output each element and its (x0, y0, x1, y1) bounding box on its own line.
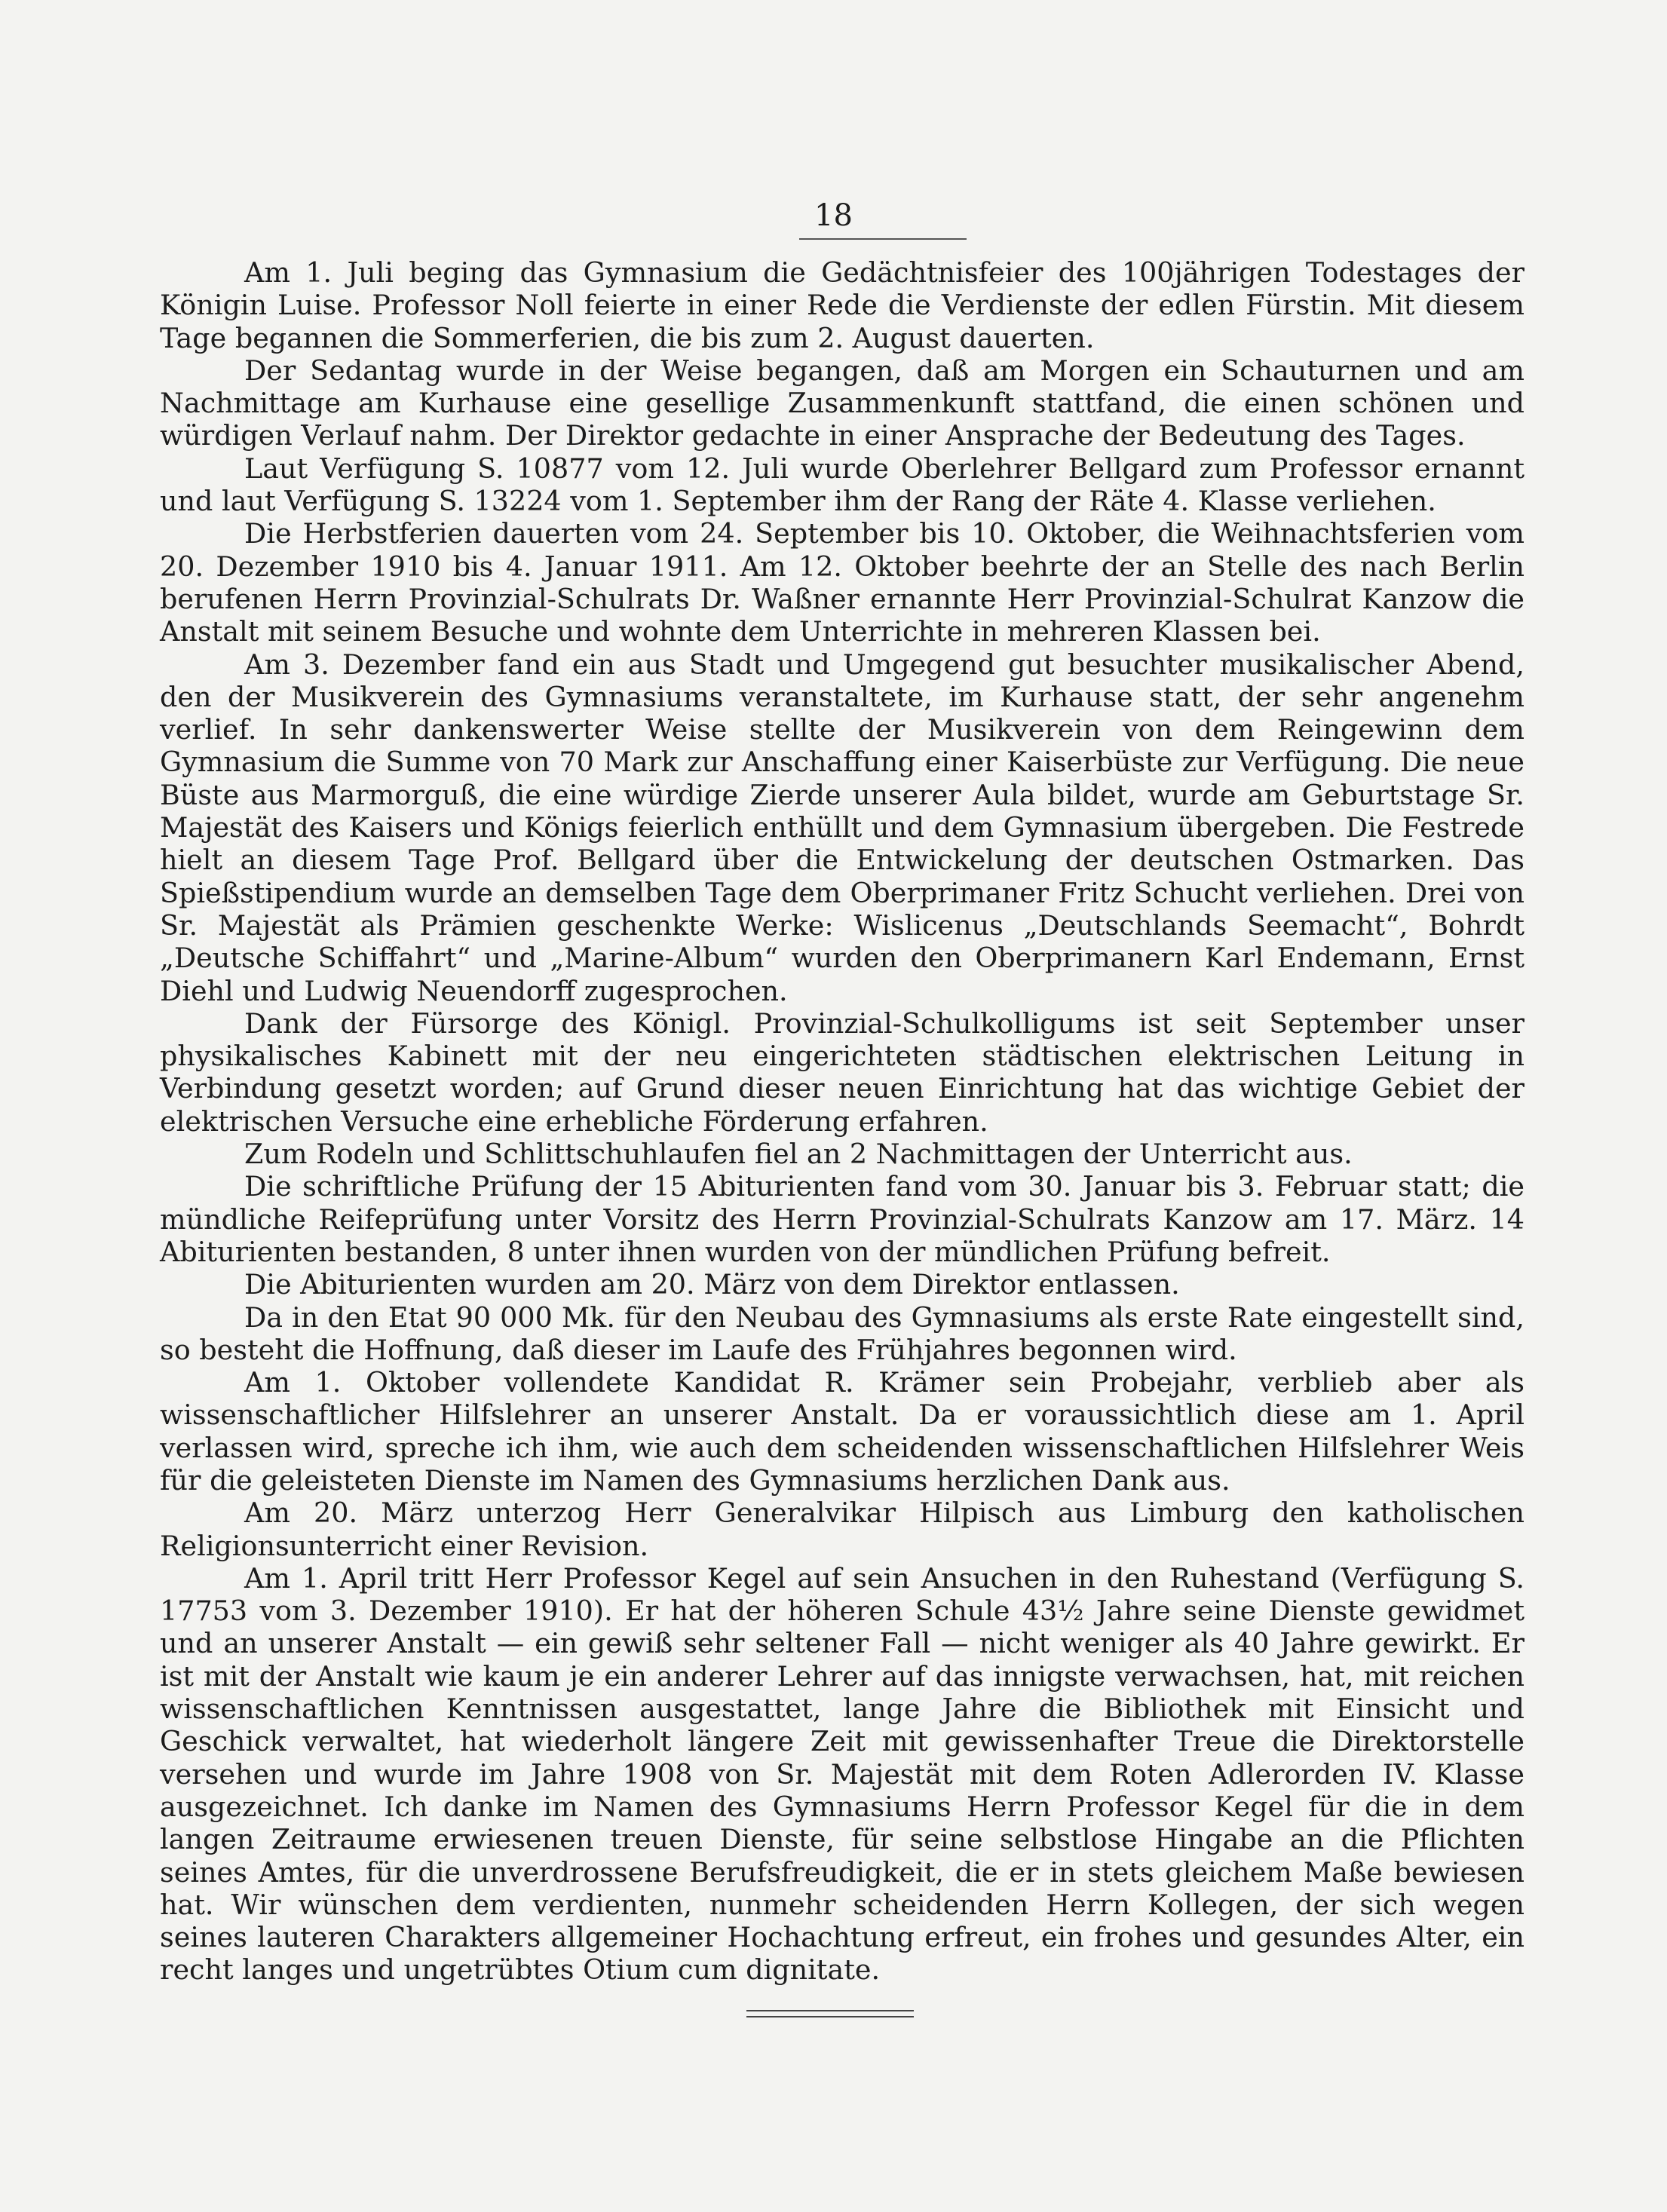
paragraph: Laut Verfügung S. 10877 vom 12. Juli wurde Oberlehrer Bellgard zum Professor ernannt und laut Verfügung S. 13224 vom 1. September ihm der Rang der Räte 4. Klasse verliehen. (160, 452, 1525, 518)
body-text (160, 256, 1525, 1987)
paragraph: Der Sedantag wurde in der Weise begangen, daß am Morgen ein Schauturnen und am Nachmittage am Kurhause eine gesellige Zusammenkunft stattfand, die einen schönen und würdigen Verlauf nahm. Der Direktor gedachte in einer Ansprache der Bedeutung des Tages. (160, 354, 1525, 452)
paragraph: Da in den Etat 90 000 Mk. für den Neubau des Gymnasiums als erste Rate eingestellt sind, so besteht die Hoffnung, daß dieser im Laufe des Frühjahres begonnen wird. (160, 1301, 1525, 1366)
paragraph: Am 1. Oktober vollendete Kandidat R. Krämer sein Probejahr, verblieb aber als wissenschaftlicher Hilfslehrer an unserer Anstalt. Da er voraussichtlich diese am 1. April verlassen wird, spreche ich ihm, wie auch dem scheidenden wissenschaftlichen Hilfslehrer Weis für die geleisteten Dienste im Namen des Gymnasiums herzlichen Dank aus. (160, 1366, 1525, 1497)
paragraph: Am 1. April tritt Herr Professor Kegel auf sein Ansuchen in den Ruhestand (Verfügung S. 17753 vom 3. Dezember 1910). Er hat der höheren Schule 43½ Jahre seine Dienste gewidmet und an unserer Anstalt — ein gewiß sehr seltener Fall — nicht weniger als 40 Jahre gewirkt. Er ist mit der Anstalt wie kaum je ein anderer Lehrer auf das innigste verwachsen, hat, mit reichen wissenschaftlichen Kenntnissen ausgestattet, lange Jahre die Bibliothek mit Einsicht und Geschick verwaltet, hat wiederholt längere Zeit mit gewissenhafter Treue die Direktorstelle versehen und wurde im Jahre 1908 von Sr. Majestät mit dem Roten Adlerorden IV. Klasse ausgezeichnet. Ich danke im Namen des Gymnasiums Herrn Professor Kegel für die in dem langen Zeitraume erwiesenen treuen Dienste, für seine selbstlose Hingabe an die Pflichten seines Amtes, für die unverdrossene Berufsfreudigkeit, die er in stets gleichem Maße bewiesen hat. Wir wünschen dem verdienten, nunmehr scheidenden Herrn Kollegen, der sich wegen seines lauteren Charakters allgemeiner Hochachtung erfreut, ein frohes und gesundes Alter, ein recht langes und ungetrübtes Otium cum dignitate. (160, 1561, 1525, 1987)
page-number: 18 (814, 198, 853, 233)
end-divider (746, 2010, 914, 2017)
paragraph: Die Abiturienten wurden am 20. März von dem Direktor entlassen. (244, 1268, 1180, 1301)
paragraph: Am 20. März unterzog Herr Generalvikar Hilpisch aus Limburg den katholischen Religionsunterricht einer Revision. (160, 1497, 1525, 1562)
paragraph: Zum Rodeln und Schlittschuhlaufen fiel an 2 Nachmittagen der Unterricht aus. (244, 1138, 1353, 1171)
header-divider (799, 238, 967, 240)
paragraph: Die Herbstferien dauerten vom 24. September bis 10. Oktober, die Weihnachtsferien vom 20. Dezember 1910 bis 4. Januar 1911. Am 12. Oktober beehrte der an Stelle des nach Berlin berufenen Herrn Provinzial-Schulrats Dr. Waßner ernannte Herr Provinzial-Schulrat Kanzow die Anstalt mit seinem Besuche und wohnte dem Unterrichte in mehreren Klassen bei. (160, 517, 1525, 648)
paragraph: Am 3. Dezember fand ein aus Stadt und Umgegend gut besuchter musikalischer Abend, den der Musikverein des Gymnasiums veranstaltete, im Kurhause statt, der sehr angenehm verlief. In sehr dankenswerter Weise stellte der Musikverein von dem Reingewinn dem Gymnasium die Summe von 70 Mark zur Anschaffung einer Kaiserbüste zur Verfügung. Die neue Büste aus Marmorguß, die eine würdige Zierde unserer Aula bildet, wurde am Geburtstage Sr. Majestät des Kaisers und Königs feierlich enthüllt und dem Gymnasium übergeben. Die Festrede hielt an diesem Tage Prof. Bellgard über die Entwickelung der deutschen Ostmarken. Das Spießstipendium wurde an demselben Tage dem Oberprimaner Fritz Schucht verliehen. Drei von Sr. Majestät als Prämien geschenkte Werke: Wislicenus „Deutschlands Seemacht“, Bohrdt „Deutsche Schiffahrt“ und „Marine-Album“ wurden den Oberprimanern Karl Endemann, Ernst Diehl und Ludwig Neuendorff zugesprochen. (160, 648, 1525, 1007)
paragraph: Am 1. Juli beging das Gymnasium die Gedächtnisfeier des 100jährigen Todestages der Königin Luise. Professor Noll feierte in einer Rede die Verdienste der edlen Fürstin. Mit diesem Tage begannen die Sommerferien, die bis zum 2. August dauerten. (160, 256, 1525, 354)
paragraph: Die schriftliche Prüfung der 15 Abiturienten fand vom 30. Januar bis 3. Februar statt; die mündliche Reifeprüfung unter Vorsitz des Herrn Provinzial-Schulrats Kanzow am 17. März. 14 Abiturienten bestanden, 8 unter ihnen wurden von der mündlichen Prüfung befreit. (160, 1170, 1525, 1268)
paragraph: Dank der Fürsorge des Königl. Provinzial-Schulkolligums ist seit September unser physikalisches Kabinett mit der neu eingerichteten städtischen elektrischen Leitung in Verbindung gesetzt worden; auf Grund dieser neuen Einrichtung hat das wichtige Gebiet der elektrischen Versuche eine erhebliche Förderung erfahren. (160, 1006, 1525, 1138)
